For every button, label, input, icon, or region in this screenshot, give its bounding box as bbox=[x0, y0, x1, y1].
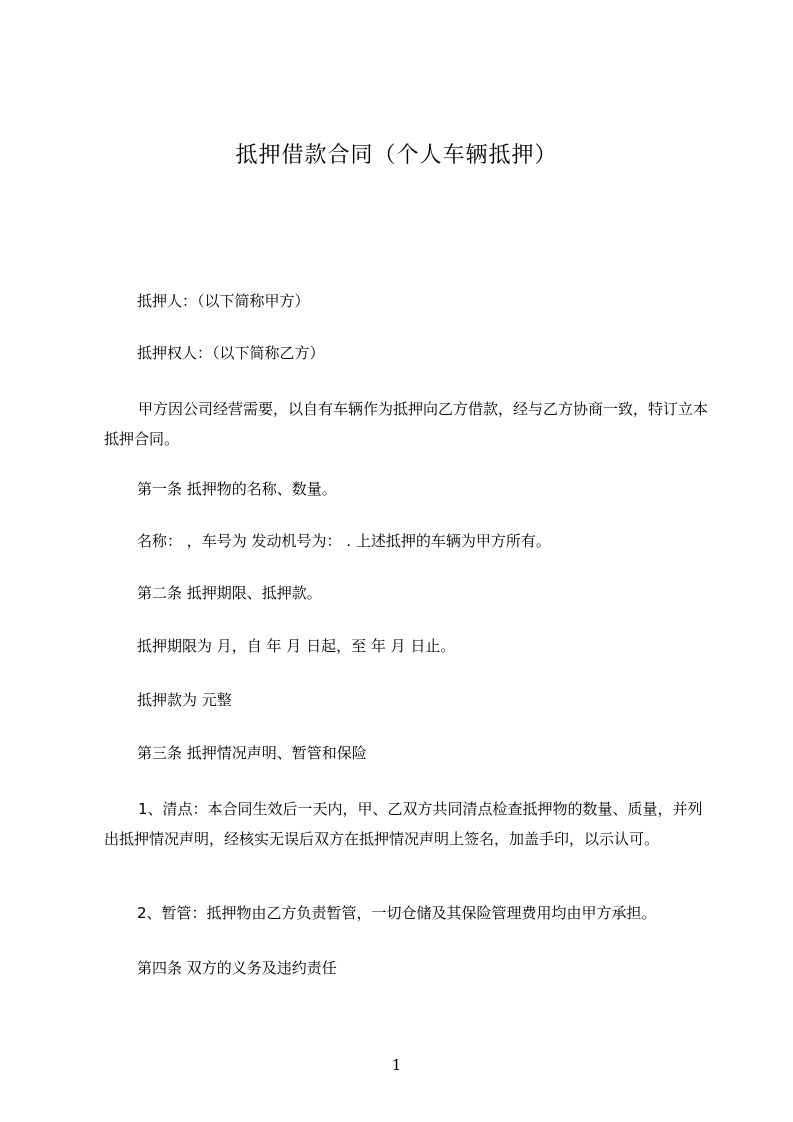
mortgagor-line: 抵押人：（以下简称甲方） bbox=[137, 292, 310, 310]
page-number: 1 bbox=[391, 1056, 402, 1074]
intro-paragraph: 甲方因公司经营需要，以自有车辆作为抵押向乙方借款，经与乙方协商一致，特订立本抵押合同。 bbox=[104, 400, 709, 448]
mortgagee-line: 抵押权人：（以下简称乙方） bbox=[137, 344, 325, 362]
article3-item2: 2、暂管：抵押物由乙方负责暂管，一切仓储及其保险管理费用均由甲方承担。 bbox=[137, 904, 657, 922]
article1-body: 名称： ，车号为 发动机号为： . 上述抵押的车辆为甲方所有。 bbox=[137, 532, 551, 550]
article3-item1: 1、清点：本合同生效后一天内，甲、乙双方共同清点检查抵押物的数量、质量，并列出抵押情况声明，经核实无误后双方在抵押情况声明上签名，加盖手印，以示认可。 bbox=[104, 800, 703, 848]
article3-heading: 第三条 抵押情况声明、暂管和保险 bbox=[137, 744, 367, 762]
article2-amount: 抵押款为 元整 bbox=[137, 691, 232, 709]
article4-heading: 第四条 双方的义务及违约责任 bbox=[137, 959, 337, 977]
document-title: 抵押借款合同（个人车辆抵押） bbox=[235, 143, 558, 168]
article2-term: 抵押期限为 月，自 年 月 日起，至 年 月 日止。 bbox=[137, 637, 456, 655]
article1-heading: 第一条 抵押物的名称、数量。 bbox=[137, 480, 337, 498]
article2-heading: 第二条 抵押期限、抵押款。 bbox=[137, 584, 322, 602]
